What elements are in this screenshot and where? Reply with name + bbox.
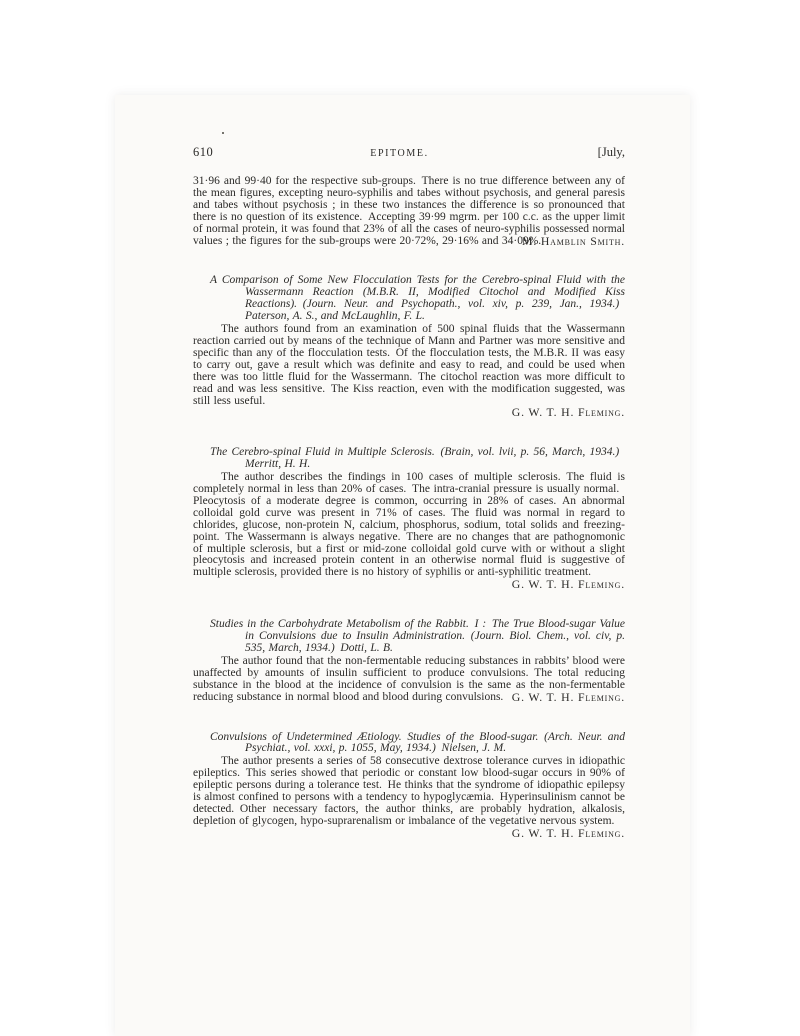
continued-paragraph: 31·96 and 99·40 for the respective sub-groups. There is no true difference between any of the mean figures, excepting neuro-syphilis and tabes without psychosis, and general paresis and tabes without psychosis ; in these two instances the difference is so pronounced that there is no question of its existence. Accepting 39·99 mgrm. per 100 c.c. as the upper limit of normal protein, it was found that 23% of all the cases of neuro-syphilis possessed normal values ; the figures for the sub-groups were 20·72%, 29·16% and 34·09%. [193,175,625,247]
page-content [193,176,625,840]
abstract-body: The author found that the non-fermentable reducing substances in rabbits’ blood were unaffected by amounts of insulin sufficient to produce convulsions. The total reducing substance in the blood at the incidence of convulsion is the same as the non-fermentable reducing substance in normal blood and blood during convulsions. [193,654,625,703]
abstract-title: Studies in the Carbohydrate Metabolism of the Rabbit. I : The True Blood-sugar Value in Convulsions due to Insulin Administration. (Journ. Biol. Chem., vol. civ, p. 535, March, 1934.) Dotti, L. B. [210,618,625,655]
ink-speck [222,132,224,134]
signature: G. W. T. H. Fleming. [511,689,625,704]
signature: M. Hamblin Smith. [522,233,625,248]
abstract-section-carbohydrate-metabolism [193,619,625,703]
abstract-section-convulsions-aetiology [193,732,625,840]
abstract-body: The author presents a series of 58 consecutive dextrose tolerance curves in idiopathic epileptics. This series showed that periodic or constant low blood-sugar occurs in 90% of epileptic persons during a tolerance test. He thinks that the syndrome of idiopathic epilepsy is almost confined to persons with a tendency to hypoglycæmia. Hyperinsulinism cannot be detected. Other necessary factors, the author thinks, are probably hydration, alkalosis, depletion of glycogen, hypo-suprarenalism or imbalance of the vegetative nervous system. [193,755,625,827]
abstract-section-flocculation-tests [193,275,625,419]
abstract-title: A Comparison of Some New Flocculation Tests for the Cerebro-spinal Fluid with the Wassermann Reaction (M.B.R. II, Modified Citochol and Modified Kiss Reactions). (Journ. Neur. and Psychopath., vol. xiv, p. 239, Jan., 1934.) Paterson, A. S., and McLaughlin, F. L. [210,274,625,323]
issue-date: [July, [597,145,625,159]
abstract-section-multiple-sclerosis [193,447,625,591]
page-header [193,145,625,160]
running-title: EPITOME. [370,148,429,159]
abstract-title: The Cerebro-spinal Fluid in Multiple Sclerosis. (Brain, vol. lvii, p. 56, March, 1934.) Merritt, H. H. [210,446,625,471]
abstract-body: The author describes the findings in 100 cases of multiple sclerosis. The fluid is completely normal in less than 20% of cases. The intra-cranial pressure is usually normal. Pleocytosis of a moderate degree is common, occurring in 28% of cases. An abnormal colloidal gold curve was present in 71% of cases. The fluid was normal in regard to chlorides, glucose, non-protein N, calcium, phosphorus, sodium, total solids and freezing-point. The Wassermann is always negative. There are no changes that are pathognomonic of multiple sclerosis, but a first or mid-zone colloidal gold curve with or without a slight pleocytosis and increased protein content in an otherwise normal fluid is suggestive of multiple sclerosis, provided there is no history of syphilis or anti-syphilitic treatment. [193,471,625,579]
signature: G. W. T. H. Fleming. [511,577,625,592]
abstract-title: Convulsions of Undetermined Ætiology. Studies of the Blood-sugar. (Arch. Neur. and Psychiat., vol. xxxi, p. 1055, May, 1934.) Nielsen, J. M. [210,730,625,755]
signature: G. W. T. H. Fleming. [511,405,625,420]
page-number: 610 [193,145,214,159]
abstract-body: The authors found from an examination of 500 spinal fluids that the Wassermann reaction carried out by means of the technique of Mann and Partner was more sensitive and specific than any of the flocculation tests. Of the flocculation tests, the M.B.R. II was easy to carry out, gave a result which was definite and easy to read, and could be used when there was too little fluid for the Wassermann. The citochol reaction was more difficult to read and was less sensitive. The Kiss reaction, even with the modification suggested, was still less useful. [193,323,625,407]
journal-page [115,95,690,1036]
continued-paragraph-section [193,176,625,247]
signature: G. W. T. H. Fleming. [511,825,625,840]
